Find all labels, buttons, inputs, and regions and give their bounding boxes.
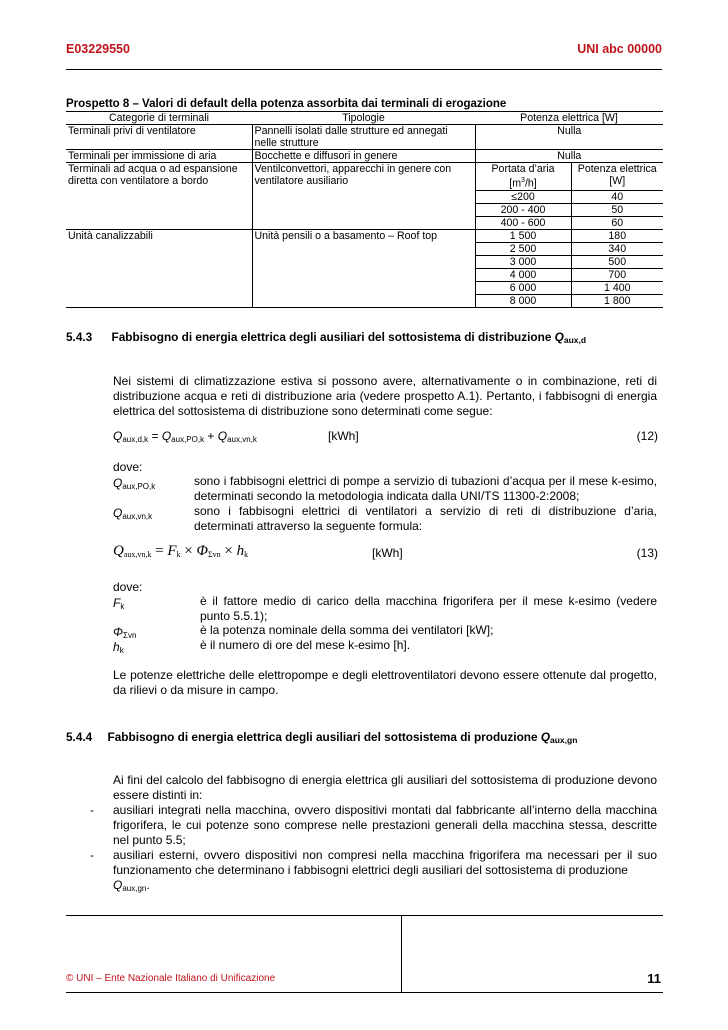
- table-row: [66, 163, 663, 191]
- def-symbol-letter: h: [113, 640, 120, 654]
- def-symbol-letter: Q: [113, 506, 123, 520]
- eq-sub: Σvn: [207, 550, 221, 559]
- def-symbol: [113, 625, 136, 640]
- eq-sub: aux,d,k: [122, 435, 149, 444]
- page-number: 11: [647, 971, 661, 986]
- power-value: 700: [571, 268, 663, 281]
- power-unit: [W]: [609, 175, 626, 187]
- eq-operator: ×: [180, 543, 197, 559]
- section-symbol: Q: [554, 330, 564, 344]
- def-text: è il numero di ore del mese k-esimo [h].: [200, 638, 411, 652]
- eq-sub: k: [244, 550, 249, 559]
- section-number: 5.4.4: [66, 730, 93, 744]
- section-title: Fabbisogno di energia elettrica degli ausiliari del sottosistema di distribuzione: [111, 330, 552, 344]
- eq-symbol: Φ: [196, 543, 208, 559]
- def-symbol-sub: aux,PO,k: [122, 482, 156, 491]
- power-value: 500: [571, 255, 663, 268]
- row-category: Unità canalizzabili: [66, 229, 252, 307]
- section-symbol-sub: aux,d: [563, 335, 587, 345]
- airflow-unit: $[m^3/h]$: [509, 177, 537, 190]
- eq-operator: ×: [220, 543, 237, 559]
- def-text: è il fattore medio di carico della macchina frigorifera per il mese k-esimo (vedere punto 5.5.1);: [200, 594, 657, 623]
- symbol-letter: Q: [113, 878, 123, 892]
- table-row: [66, 150, 663, 163]
- airflow-label: Portata d’aria: [491, 163, 555, 175]
- airflow-value: 2 500: [475, 242, 571, 255]
- where-label: dove:: [113, 460, 143, 474]
- section-number: 5.4.3: [66, 330, 93, 344]
- header-rule: [66, 69, 662, 70]
- power-value: 340: [571, 242, 663, 255]
- row-category: Terminali ad acqua o ad espansione diretta con ventilatore a bordo: [66, 163, 252, 230]
- airflow-value: 1 500: [475, 229, 571, 242]
- row-power: Nulla: [475, 150, 663, 163]
- symbol-sub: aux,gn: [122, 884, 147, 893]
- row-power: Nulla: [475, 125, 663, 150]
- bullet-dash: -: [90, 803, 94, 817]
- eq-operator: =: [148, 429, 162, 443]
- airflow-value: 6 000: [475, 281, 571, 294]
- equation-13-number: (13): [636, 546, 658, 560]
- col-header-power: Potenza elettrica [W]: [475, 112, 663, 125]
- def-symbol: [113, 596, 124, 611]
- table-header-row: [66, 112, 663, 125]
- airflow-value: ≤200: [475, 190, 571, 203]
- eq-symbol: h: [236, 543, 245, 559]
- paragraph-intro: Nei sistemi di climatizzazione estiva si possono avere, alternativamente o in combinazione, reti di distribuzione acqua e reti di distribuzione aria (vedere prospetto A.1). Pertanto, i fabbisogni di energia elettrica del sottosistema di distribuzione sono determinati come segue:: [113, 374, 657, 418]
- def-symbol-sub: Σvn: [123, 631, 137, 640]
- section-heading-543: [66, 330, 586, 345]
- power-table: [66, 111, 663, 308]
- row-category: Terminali per immissione di aria: [66, 150, 252, 163]
- footer-divider: [401, 916, 402, 992]
- def-symbol-sub: k: [120, 602, 125, 611]
- power-value: 1 400: [571, 281, 663, 294]
- list-item-symbol: [113, 878, 150, 893]
- document-code: E03229550: [66, 42, 130, 56]
- section-heading-544: [66, 730, 577, 745]
- eq-symbol: Q: [161, 429, 172, 443]
- sub-header-airflow: [475, 163, 571, 191]
- col-header-categories: Categorie di terminali: [66, 112, 252, 125]
- equation-13: [113, 543, 248, 560]
- sub-header-power: [571, 163, 663, 191]
- def-text: sono i fabbisogni elettrici di ventilatori a servizio di reti di distribuzione d’aria, determinati attraverso la seguente formula:: [194, 504, 657, 533]
- def-text: sono i fabbisogni elettrici di pompe a servizio di tubazioni d’acqua per il mese k-esimo, determinati secondo la metodologia indicata dalla UNI/TS 11300-2:2008;: [194, 474, 657, 503]
- footer-box: [66, 915, 663, 993]
- col-header-types: Tipologie: [252, 112, 475, 125]
- airflow-value: 8 000: [475, 294, 571, 307]
- equation-12: [113, 429, 257, 444]
- def-symbol: [113, 640, 124, 655]
- eq-operator: +: [204, 429, 218, 443]
- power-value: 40: [571, 190, 663, 203]
- power-label: Potenza elettrica: [577, 163, 657, 175]
- def-symbol: [113, 476, 155, 491]
- row-category: Terminali privi di ventilatore: [66, 125, 252, 150]
- airflow-value: 400 - 600: [475, 216, 571, 229]
- def-symbol-sub: aux,vn,k: [122, 512, 153, 521]
- list-item: ausiliari esterni, ovvero dispositivi non compresi nella macchina frigorifera ma necessari per il suo funzionamento che determinano i fabbisogni elettrici degli ausiliari del sottosistema di produzione: [113, 848, 657, 877]
- airflow-value: 3 000: [475, 255, 571, 268]
- row-type: Unità pensili o a basamento – Roof top: [252, 229, 475, 307]
- def-symbol-letter: Φ: [113, 625, 124, 639]
- paragraph-note: Le potenze elettriche delle elettropompe e degli elettroventilatori devono essere ottenute dal progetto, da rilievi o da misure in campo.: [113, 668, 657, 697]
- equation-13-unit: [kWh]: [372, 546, 403, 560]
- def-symbol: [113, 506, 152, 521]
- section-symbol-sub: aux,gn: [550, 735, 578, 745]
- power-value: 180: [571, 229, 663, 242]
- airflow-value: 4 000: [475, 268, 571, 281]
- bullet-dash: -: [90, 848, 94, 862]
- def-symbol-letter: F: [113, 596, 121, 610]
- equation-12-unit: [kWh]: [328, 429, 359, 443]
- eq-sub: k: [176, 550, 181, 559]
- def-text: è la potenza nominale della somma dei ventilatori [kW];: [200, 623, 494, 637]
- def-symbol-letter: Q: [113, 476, 123, 490]
- equation-12-number: (12): [636, 429, 658, 443]
- table-row: [66, 229, 663, 242]
- eq-symbol: Q: [113, 429, 123, 443]
- eq-symbol: F: [167, 543, 177, 559]
- row-type: Bocchette e diffusori in genere: [252, 150, 475, 163]
- row-type: Pannelli isolati dalle strutture ed annegati nelle strutture: [252, 125, 475, 150]
- eq-symbol: Q: [113, 543, 124, 559]
- copyright: © UNI – Ente Nazionale Italiano di Unificazione: [66, 973, 276, 984]
- paragraph-intro-544: Ai fini del calcolo del fabbisogno di energia elettrica gli ausiliari del sottosistema di produzione devono essere distinti in:: [113, 773, 657, 802]
- row-type: Ventilconvettori, apparecchi in genere con ventilatore ausiliario: [252, 163, 475, 230]
- def-symbol-sub: k: [119, 646, 124, 655]
- airflow-value: 200 - 400: [475, 203, 571, 216]
- power-value: 1 800: [571, 294, 663, 307]
- list-item: ausiliari integrati nella macchina, ovvero dispositivi montati dal fabbricante all’interno della macchina frigorifera, le cui potenze sono comprese nelle prestazioni generali della macchina stessa, descritte nel punto 5.5;: [113, 803, 657, 847]
- eq-sub: aux,vn,k: [227, 435, 257, 444]
- symbol-period: .: [146, 878, 150, 892]
- table-caption: Prospetto 8 – Valori di default della potenza assorbita dai terminali di erogazione: [66, 98, 507, 110]
- section-symbol: Q: [540, 730, 551, 744]
- power-value: 50: [571, 203, 663, 216]
- where-label: dove:: [113, 580, 143, 594]
- eq-sub: aux,vn,k: [123, 550, 152, 559]
- eq-symbol: Q: [217, 429, 228, 443]
- eq-operator: =: [151, 543, 168, 559]
- section-title: Fabbisogno di energia elettrica degli ausiliari del sottosistema di produzione: [107, 730, 538, 744]
- eq-sub: aux,PO,k: [171, 435, 205, 444]
- power-value: 60: [571, 216, 663, 229]
- standard-code: UNI abc 00000: [577, 42, 662, 56]
- table-row: [66, 125, 663, 150]
